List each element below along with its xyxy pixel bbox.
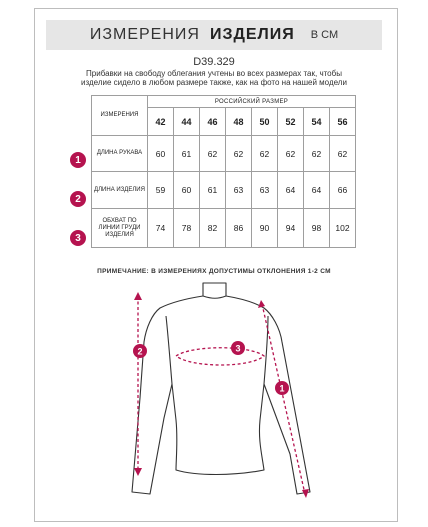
size-header: 46 bbox=[200, 108, 226, 136]
size-header: 54 bbox=[304, 108, 330, 136]
table-cell: 62 bbox=[304, 136, 330, 172]
size-header: 44 bbox=[174, 108, 200, 136]
table-cell: 64 bbox=[304, 172, 330, 209]
diagram-marker-2: 2 bbox=[137, 346, 143, 357]
row-marker-1: 1 bbox=[70, 152, 86, 168]
table-cell: 90 bbox=[252, 209, 278, 248]
table-cell: 102 bbox=[330, 209, 356, 248]
armhole-left bbox=[166, 316, 172, 384]
table-cell: 64 bbox=[278, 172, 304, 209]
header-unit: В СМ bbox=[310, 29, 339, 41]
table-cell: 60 bbox=[148, 136, 174, 172]
sleeve-measure-line bbox=[262, 304, 305, 494]
size-group-label: РОССИЙСКИЙ РАЗМЕР bbox=[148, 96, 356, 108]
row-marker-3: 3 bbox=[70, 230, 86, 246]
table-cell: 82 bbox=[200, 209, 226, 248]
size-header: 50 bbox=[252, 108, 278, 136]
header-title-bold: ИЗДЕЛИЯ bbox=[209, 26, 295, 43]
row-label-chest-girth: ОБХВАТ ПО ЛИНИИ ГРУДИ ИЗДЕЛИЯ bbox=[92, 209, 148, 248]
diagram-marker-3: 3 bbox=[235, 343, 241, 354]
table-cell: 60 bbox=[174, 172, 200, 209]
collar-line bbox=[203, 296, 226, 298]
table-cell: 98 bbox=[304, 209, 330, 248]
tolerance-note: ПРИМЕЧАНИЕ: В ИЗМЕРЕНИЯХ ДОПУСТИМЫ ОТКЛОНЕНИЯ 1-2 СМ bbox=[97, 268, 331, 275]
table-cell: 62 bbox=[330, 136, 356, 172]
size-header: 42 bbox=[148, 108, 174, 136]
product-code: D39.329 bbox=[193, 56, 235, 68]
intro-text: Прибавки на свободу облегания учтены во всех размерах так, чтобы изделие сидело в любом размере также, как на фото на нашей модели bbox=[81, 69, 347, 87]
diagram-marker-1: 1 bbox=[279, 383, 285, 394]
size-header: 56 bbox=[330, 108, 356, 136]
table-cell: 94 bbox=[278, 209, 304, 248]
row-marker-2: 2 bbox=[70, 191, 86, 207]
corner-label: ИЗМЕРЕНИЯ bbox=[92, 96, 148, 136]
table-cell: 66 bbox=[330, 172, 356, 209]
chest-measure-line bbox=[176, 348, 264, 365]
table-cell: 61 bbox=[174, 136, 200, 172]
table-cell: 74 bbox=[148, 209, 174, 248]
table-cell: 78 bbox=[174, 209, 200, 248]
table-cell: 62 bbox=[200, 136, 226, 172]
table-cell: 61 bbox=[200, 172, 226, 209]
size-header: 48 bbox=[226, 108, 252, 136]
table-cell: 63 bbox=[226, 172, 252, 209]
row-label-garment-length: ДЛИНА ИЗДЕЛИЯ bbox=[92, 172, 148, 209]
table-cell: 62 bbox=[226, 136, 252, 172]
table-cell: 59 bbox=[148, 172, 174, 209]
row-label-sleeve-length: ДЛИНА РУКАВА bbox=[92, 136, 148, 172]
table-cell: 62 bbox=[278, 136, 304, 172]
header-title-light: ИЗМЕРЕНИЯ bbox=[89, 26, 200, 43]
size-header: 52 bbox=[278, 108, 304, 136]
table-cell: 63 bbox=[252, 172, 278, 209]
table-cell: 62 bbox=[252, 136, 278, 172]
table-cell: 86 bbox=[226, 209, 252, 248]
